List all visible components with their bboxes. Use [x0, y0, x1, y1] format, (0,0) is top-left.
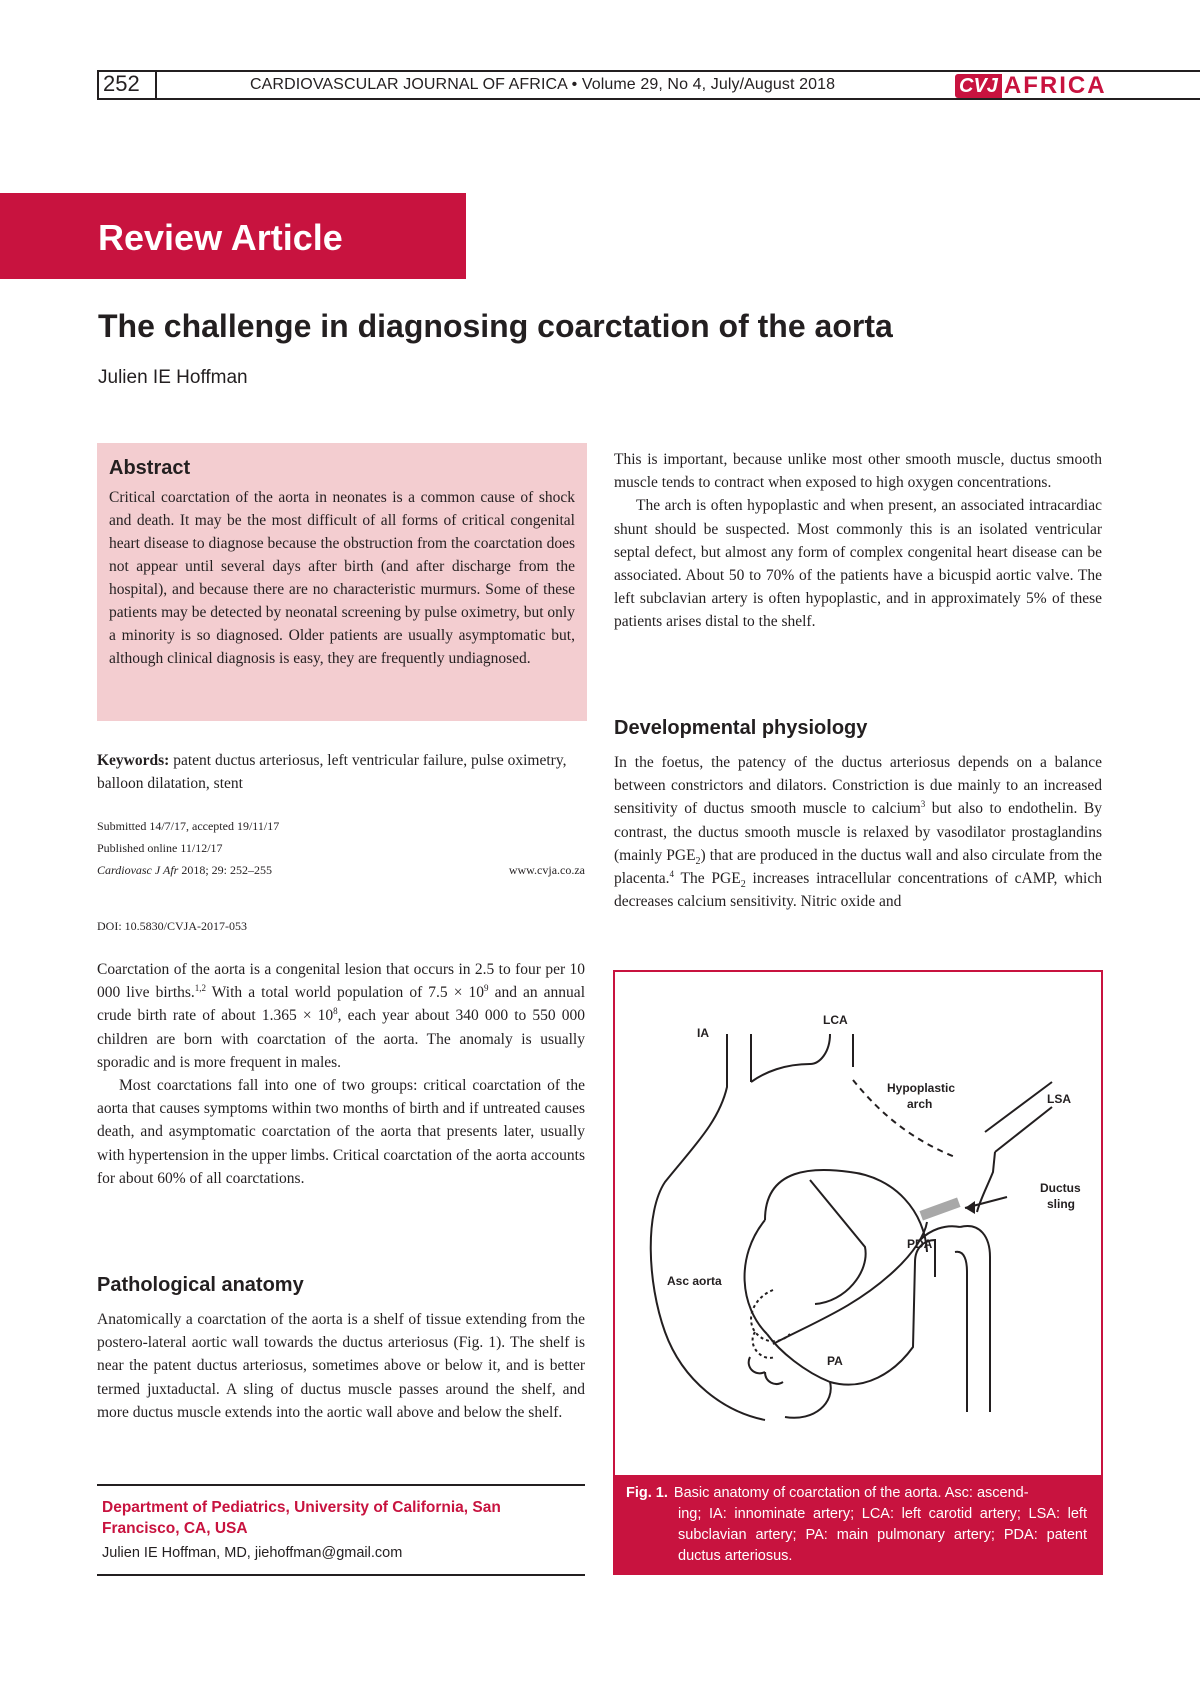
label-ductus: Ductus	[1040, 1181, 1081, 1195]
citation	[97, 859, 272, 881]
keywords	[97, 749, 585, 795]
keywords-label: Keywords:	[97, 752, 170, 769]
logo-cvj: CVJ	[955, 74, 1002, 98]
article-dates	[97, 815, 585, 881]
paragraph: Anatomically a coarctation of the aorta is a shelf of tissue extending from the postero-lateral aortic wall towards the ductus arteriosus (Fig. 1). The shelf is near the patent ductus arteriosus, sometimes above or below it, and is better termed juxtaductal. A sling of ductus muscle passes around the shelf, and more ductus muscle extends into the aortic wall above and below the shelf.	[97, 1311, 585, 1421]
article-type-label: Review Article	[98, 217, 343, 258]
logo-africa: AFRICA	[1003, 72, 1107, 99]
doi-block	[97, 915, 585, 937]
label-lsa: LSA	[1047, 1092, 1071, 1106]
figure-caption	[613, 1475, 1103, 1575]
caption-label: Fig. 1.	[626, 1485, 668, 1501]
paragraph: In the foetus, the patency of the ductus arteriosus depends on a balance between constrictors and dilators. Constriction is due mainly to an increased sensitivity of ductus smooth muscle to calcium$^3$ but also to endothelin. By contrast, the ductus smooth muscle is relaxed by vasodilator prostaglandins (mainly $PGE_2$) that are produced in the ductus wall and also circulate from the placenta.$^4$ The $PGE_2$ increases intracellular concentrations of cAMP, which decreases calcium sensitivity. Nitric oxide and	[614, 754, 1102, 911]
citation-rest: 2018; 29: 252–255	[181, 863, 272, 877]
section-heading-pathology: Pathological anatomy	[97, 1274, 304, 1296]
journal-logo	[955, 73, 1107, 99]
label-pa: PA	[827, 1354, 843, 1368]
published-date: Published online 11/12/17	[97, 841, 223, 855]
label-hypoplastic: Hypoplastic	[887, 1081, 956, 1095]
label-sling: sling	[1047, 1197, 1076, 1211]
caption-body: ing; IA: innominate artery; LCA: left carotid artery; LSA: left subclavian artery; PA: main pulmonary artery; PDA: patent ductus arteriosus.	[678, 1506, 1087, 1564]
citation-row	[97, 859, 585, 881]
keywords-text: patent ductus arteriosus, left ventricular failure, pulse oximetry, balloon dilatation, stent	[97, 752, 567, 793]
abstract-heading: Abstract	[109, 457, 191, 479]
affiliation-contact: Julien IE Hoffman, MD, jiehoffman@gmail.com	[102, 1545, 403, 1561]
paragraph: The arch is often hypoplastic and when present, an associated intracardiac shunt should be suspected. Most commonly this is an isolated ventricular septal defect, but almost any form of complex congenital heart disease can be associated. About 50 to 70% of the patients have a bicuspid aortic valve. The left subclavian artery is often hypoplastic, and in approximately 5% of these patients arises distal to the shelf.	[614, 497, 1102, 631]
body-right-intro	[614, 448, 1102, 634]
section-heading-physiology: Developmental physiology	[614, 717, 868, 739]
label-arch: arch	[907, 1097, 933, 1111]
label-ia: IA	[697, 1026, 709, 1040]
abstract-text: Critical coarctation of the aorta in neonates is a common cause of shock and death. It may be the most difficult of all forms of critical congenital heart disease to diagnose because the obstruction from the coarctation does not appear until several days after birth (and after discharge from the hospital), and because there are no characteristic murmurs. Some of these patients may be detected by neonatal screening by pulse oximetry, but only a minority is so diagnosed. Older patients are usually asymptomatic but, although clinical diagnosis is easy, they are frequently undiagnosed.	[109, 489, 575, 667]
journal-website[interactable]: www.cvja.co.za	[508, 863, 585, 877]
caption-first-text: Basic anatomy of coarctation of the aorta. Asc: ascend-	[673, 1485, 1029, 1501]
abstract-box	[97, 443, 587, 721]
label-asc-aorta: Asc aorta	[667, 1274, 722, 1288]
submitted-date: Submitted 14/7/17, accepted 19/11/17	[97, 819, 280, 833]
paragraph: Coarctation of the aorta is a congenital lesion that occurs in 2.5 to four per 10 000 live births.$^{1,2}$ With a total world population of $7.5 \times 10^9$ and an annual crude birth rate of about $1.365 \times 10^8$, each year about 340 000 to 550 000 children are born with coarctation of the aorta. The anomaly is usually sporadic and is more frequent in males.	[97, 961, 585, 1071]
paragraph: This is important, because unlike most other smooth muscle, ductus smooth muscle tends to contract when exposed to high oxygen concentrations.	[614, 451, 1102, 492]
article-author: Julien IE Hoffman	[98, 367, 248, 388]
caption-first-line	[626, 1483, 1087, 1504]
paragraph: Most coarctations fall into one of two groups: critical coarctation of the aorta that causes symptoms within two months of birth and if untreated causes death, and asymptomatic coarctation of the aorta that presents later, usually with hypertension in the upper limbs. Critical coarctation of the aorta accounts for about 60% of all coarctations.	[97, 1077, 585, 1187]
journal-running-head: CARDIOVASCULAR JOURNAL OF AFRICA • Volume 29, No 4, July/August 2018	[250, 76, 836, 93]
label-lca: LCA	[823, 1013, 848, 1027]
affiliation-rule-bottom	[97, 1574, 585, 1576]
label-pda: PDA	[907, 1237, 933, 1251]
citation-journal: Cardiovasc J Afr	[97, 863, 179, 877]
affiliation-department: Department of Pediatrics, University of California, San Francisco, CA, USA	[102, 1499, 501, 1537]
body-left-pathology	[97, 1308, 585, 1424]
body-left-intro	[97, 958, 585, 1190]
doi[interactable]: DOI: 10.5830/CVJA-2017-053	[97, 919, 247, 933]
page-number: 252	[103, 71, 140, 96]
body-right-physiology	[614, 751, 1102, 913]
article-title: The challenge in diagnosing coarctation of the aorta	[98, 308, 893, 344]
affiliation-rule-top	[97, 1484, 585, 1486]
